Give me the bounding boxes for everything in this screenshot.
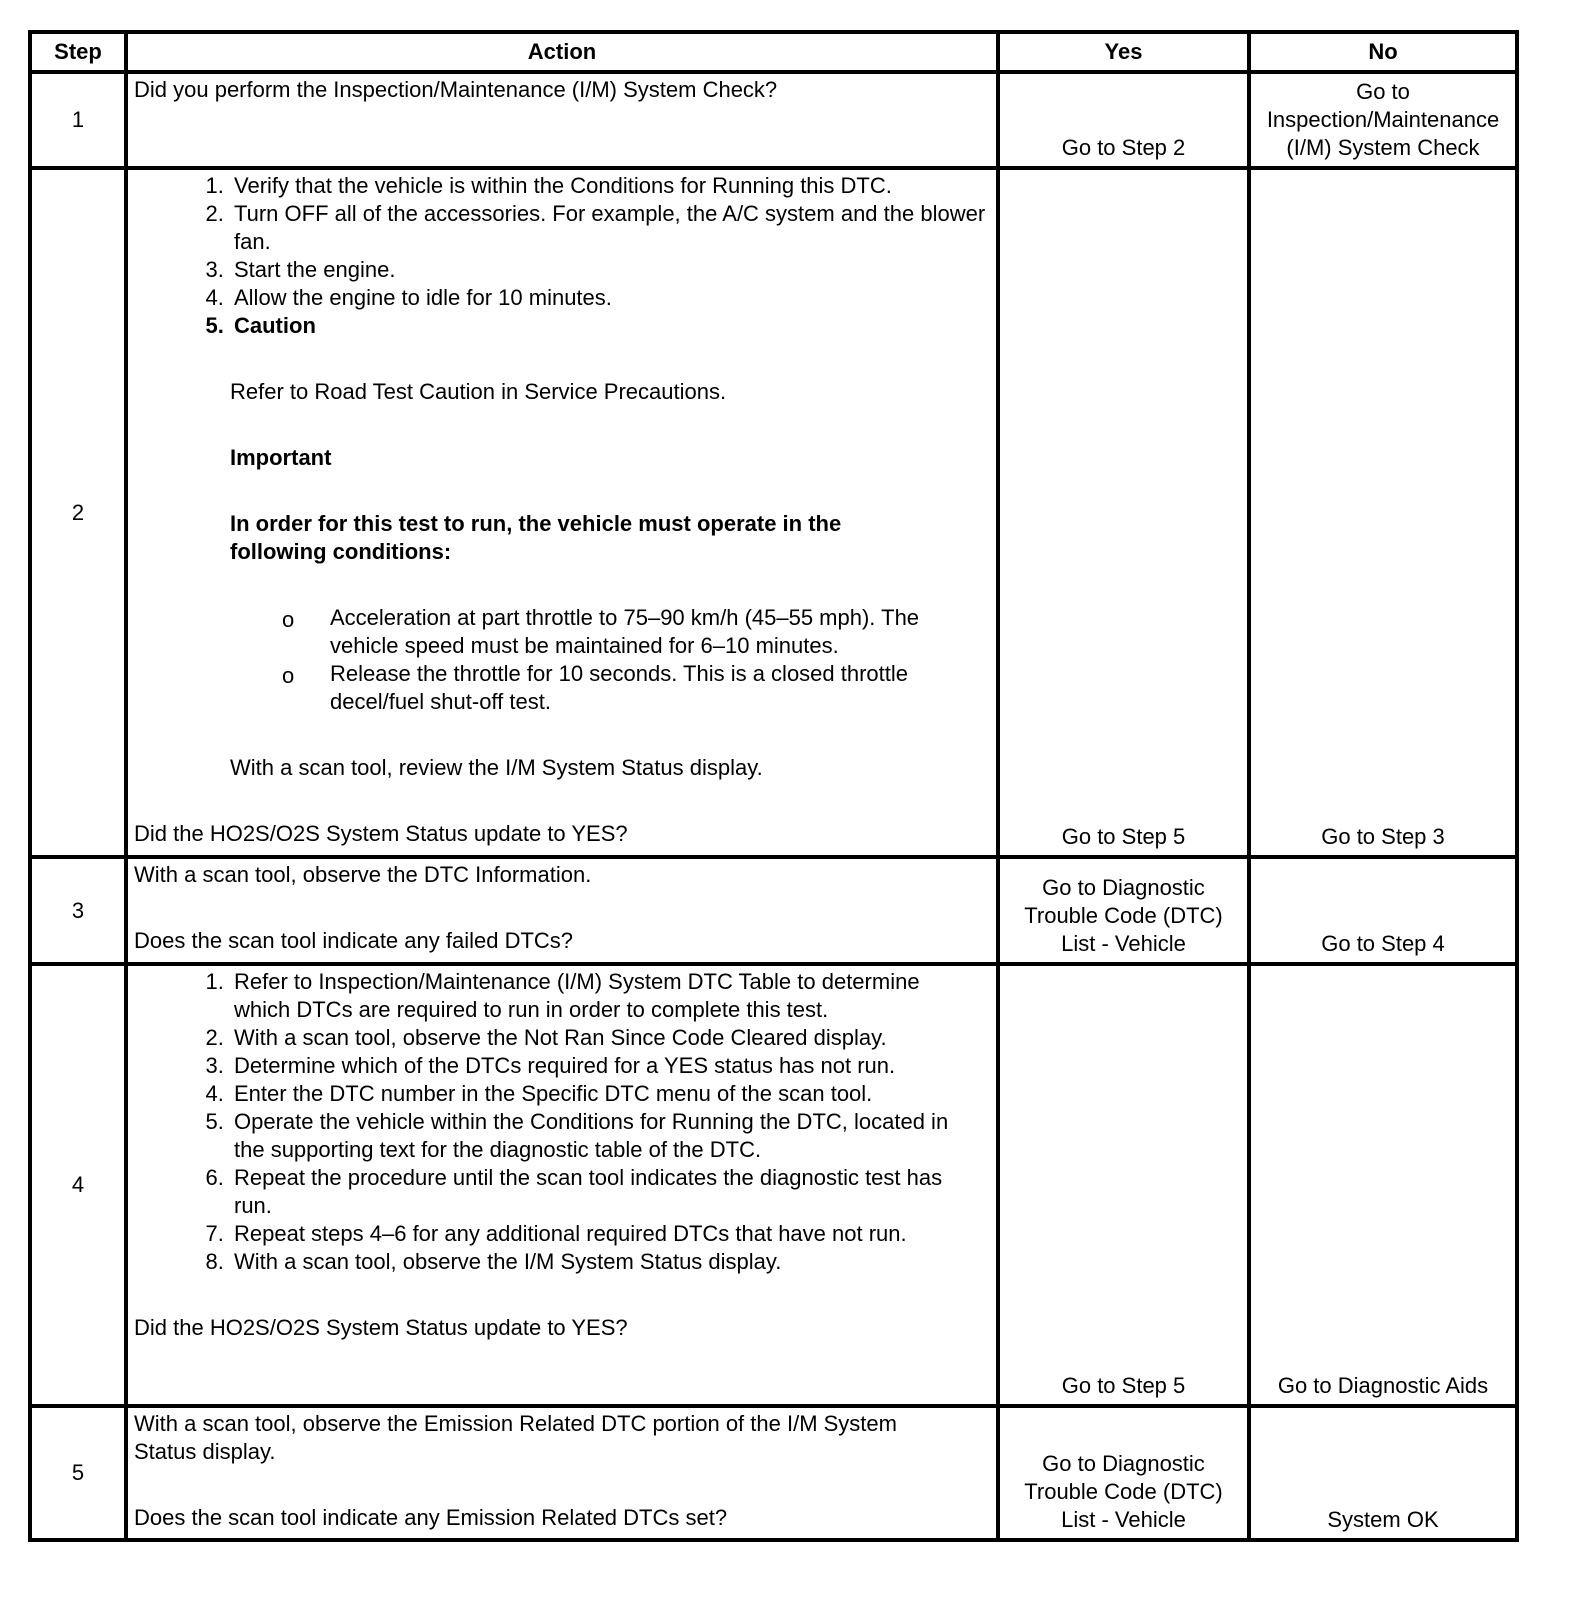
important-label: Important [230, 445, 332, 470]
yes-cell: Go to Step 5 [998, 964, 1249, 1406]
table-row [30, 1406, 1517, 1540]
yes-line: Go to Diagnostic [1042, 875, 1205, 900]
no-cell: Go to Step 3 [1249, 168, 1517, 857]
step-number: 4 [30, 964, 126, 1406]
header-action: Action [126, 32, 998, 72]
important-text: In order for this test to run, the vehicle must operate in the following conditions: [230, 511, 842, 564]
list-item: 4. Allow the engine to idle for 10 minutes. [230, 284, 990, 312]
table-row [30, 168, 1517, 857]
no-cell: Go to Diagnostic Aids [1249, 964, 1517, 1406]
no-line: Inspection/Maintenance [1266, 107, 1500, 132]
yes-line: Trouble Code (DTC) [1024, 903, 1223, 928]
action-cell [126, 72, 998, 168]
action-cell [126, 964, 998, 1406]
list-item: 5. Operate the vehicle within the Conditions for Running the DTC, located in the supporting text for the diagnostic table of the DTC. [230, 1108, 975, 1164]
caution-text: Refer to Road Test Caution in Service Precautions. [230, 379, 727, 404]
step-number: 5 [30, 1406, 126, 1540]
procedure-list [134, 172, 990, 340]
header-row [30, 32, 1517, 72]
no-cell [1249, 72, 1517, 168]
list-item: 2. Turn OFF all of the accessories. For example, the A/C system and the blower fan. [230, 200, 990, 256]
question-text: Did you perform the Inspection/Maintenance (I/M) System Check? [134, 77, 778, 102]
question-text: Did the HO2S/O2S System Status update to YES? [134, 821, 628, 846]
table-row [30, 72, 1517, 168]
header-yes: Yes [998, 32, 1249, 72]
list-item: 8. With a scan tool, observe the I/M System Status display. [230, 1248, 975, 1276]
question-text: Does the scan tool indicate any failed DTCs? [134, 928, 574, 953]
intro-text: With a scan tool, observe the DTC Information. [134, 862, 592, 887]
no-cell: Go to Step 4 [1249, 857, 1517, 964]
yes-cell: Go to Step 2 [998, 72, 1249, 168]
table-row [30, 857, 1517, 964]
conditions-list [134, 604, 990, 716]
action-cell [126, 857, 998, 964]
question-text: Did the HO2S/O2S System Status update to YES? [134, 1315, 628, 1340]
step-number: 1 [30, 72, 126, 168]
header-step: Step [30, 32, 126, 72]
list-item: 7. Repeat steps 4–6 for any additional required DTCs that have not run. [230, 1220, 975, 1248]
caution-label: 5. Caution [230, 312, 990, 340]
yes-line: Go to Diagnostic [1042, 1451, 1205, 1476]
list-item: 3. Start the engine. [230, 256, 990, 284]
diagnostic-table [28, 30, 1519, 1542]
list-item: 4. Enter the DTC number in the Specific DTC menu of the scan tool. [230, 1080, 975, 1108]
yes-cell [998, 1406, 1249, 1540]
yes-cell [998, 857, 1249, 964]
intro-text: With a scan tool, observe the Emission Related DTC portion of the I/M System Status display. [134, 1411, 897, 1464]
list-item: 2. With a scan tool, observe the Not Ran Since Code Cleared display. [230, 1024, 975, 1052]
no-line: Go to [1356, 79, 1410, 104]
list-item: 1. Verify that the vehicle is within the Conditions for Running this DTC. [230, 172, 990, 200]
yes-line: List - Vehicle [1061, 931, 1186, 956]
list-item: 1. Refer to Inspection/Maintenance (I/M) System DTC Table to determine which DTCs are required to run in order to complete this test. [230, 968, 975, 1024]
step-number: 2 [30, 168, 126, 857]
question-text: Does the scan tool indicate any Emission Related DTCs set? [134, 1505, 728, 1530]
review-text: With a scan tool, review the I/M System Status display. [230, 755, 763, 780]
yes-cell: Go to Step 5 [998, 168, 1249, 857]
action-cell [126, 168, 998, 857]
list-item: 3. Determine which of the DTCs required for a YES status has not run. [230, 1052, 975, 1080]
list-item: o Release the throttle for 10 seconds. This is a closed throttle decel/fuel shut-off test. [330, 660, 990, 716]
yes-line: Trouble Code (DTC) [1024, 1479, 1223, 1504]
no-cell: System OK [1249, 1406, 1517, 1540]
header-no: No [1249, 32, 1517, 72]
table-row [30, 964, 1517, 1406]
procedure-list [134, 968, 975, 1276]
action-cell [126, 1406, 998, 1540]
no-line: (I/M) System Check [1286, 135, 1480, 160]
step-number: 3 [30, 857, 126, 964]
list-item: o Acceleration at part throttle to 75–90 km/h (45–55 mph). The vehicle speed must be maintained for 6–10 minutes. [330, 604, 990, 660]
list-item: 6. Repeat the procedure until the scan tool indicates the diagnostic test has run. [230, 1164, 975, 1220]
yes-line: List - Vehicle [1061, 1507, 1186, 1532]
